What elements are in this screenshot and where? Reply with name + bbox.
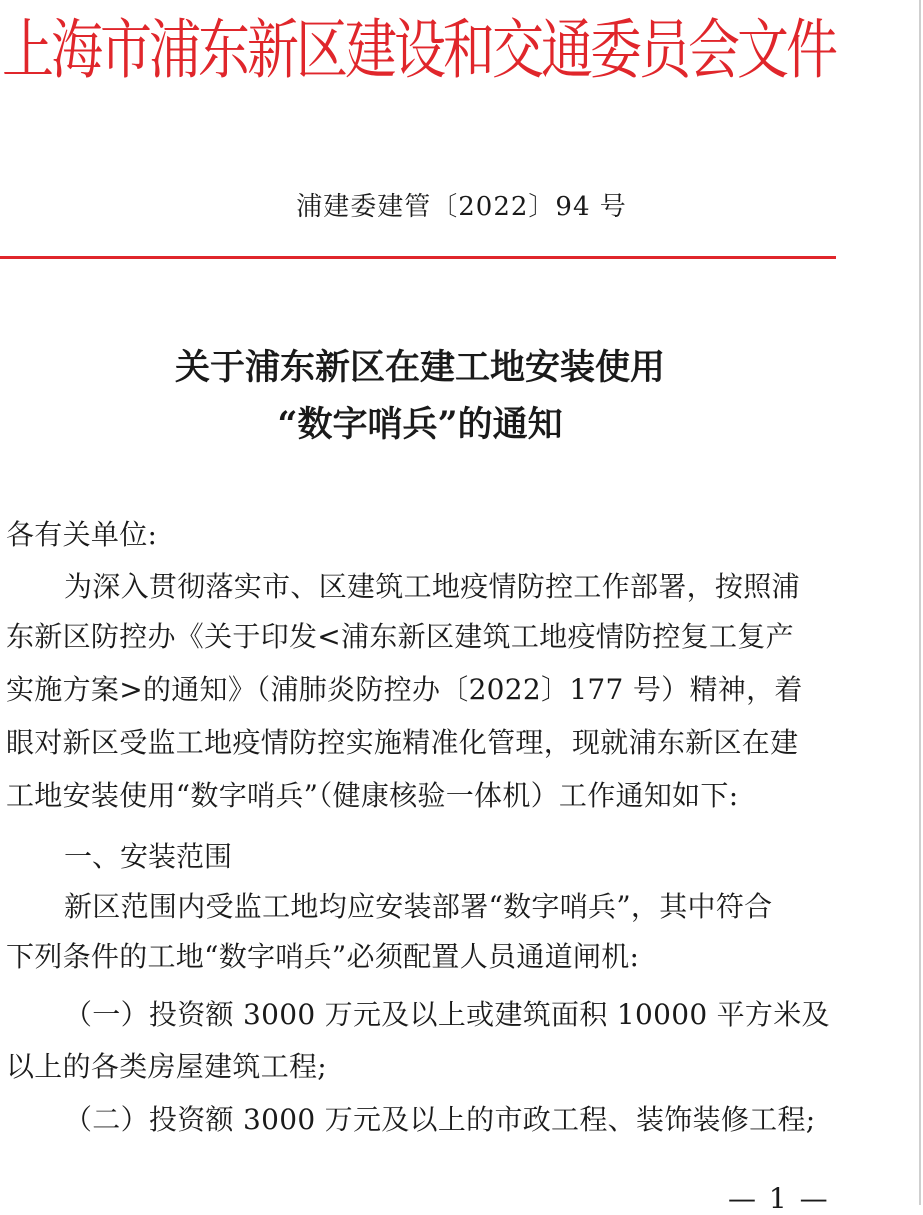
section1-item2-line: （二）投资额 3000 万元及以上的市政工程、装饰装修工程; xyxy=(64,1103,816,1136)
paragraph1-line-3: 实施方案>的通知》（浦肺炎防控办〔2022〕177 号）精神，着 xyxy=(6,673,803,706)
section1-heading: 一、安装范围 xyxy=(64,840,233,873)
document-number: 浦建委建管〔2022〕94 号 xyxy=(296,192,627,222)
section1-paragraph-line-2: 下列条件的工地“数字哨兵”必须配置人员通道闸机: xyxy=(6,940,640,973)
red-divider-line xyxy=(0,256,836,259)
salutation: 各有关单位: xyxy=(6,518,158,551)
section1-paragraph-line-1: 新区范围内受监工地均应安装部署“数字哨兵”，其中符合 xyxy=(64,890,773,923)
paragraph1-line-4: 眼对新区受监工地疫情防控实施精准化管理，现就浦东新区在建 xyxy=(6,726,799,759)
section1-item1-line-2: 以上的各类房屋建筑工程; xyxy=(6,1050,328,1083)
letterhead-title: 上海市浦东新区建设和交通委员会文件 xyxy=(2,13,836,88)
paragraph1-line-1: 为深入贯彻落实市、区建筑工地疫情防控工作部署，按照浦 xyxy=(64,570,800,603)
notice-title-line-1: 关于浦东新区在建工地安装使用 xyxy=(174,347,665,388)
notice-title-line-2: “数字哨兵”的通知 xyxy=(277,404,563,445)
paragraph1-line-5: 工地安装使用“数字哨兵”（健康核验一体机）工作通知如下: xyxy=(6,779,739,812)
page-edge-line xyxy=(919,0,921,1205)
paragraph1-line-2: 东新区防控办《关于印发<浦东新区建筑工地疫情防控复工复产 xyxy=(6,620,794,653)
page-number: — 1 — xyxy=(728,1182,830,1215)
section1-item1-line-1: （一）投资额 3000 万元及以上或建筑面积 10000 平方米及 xyxy=(64,998,830,1031)
